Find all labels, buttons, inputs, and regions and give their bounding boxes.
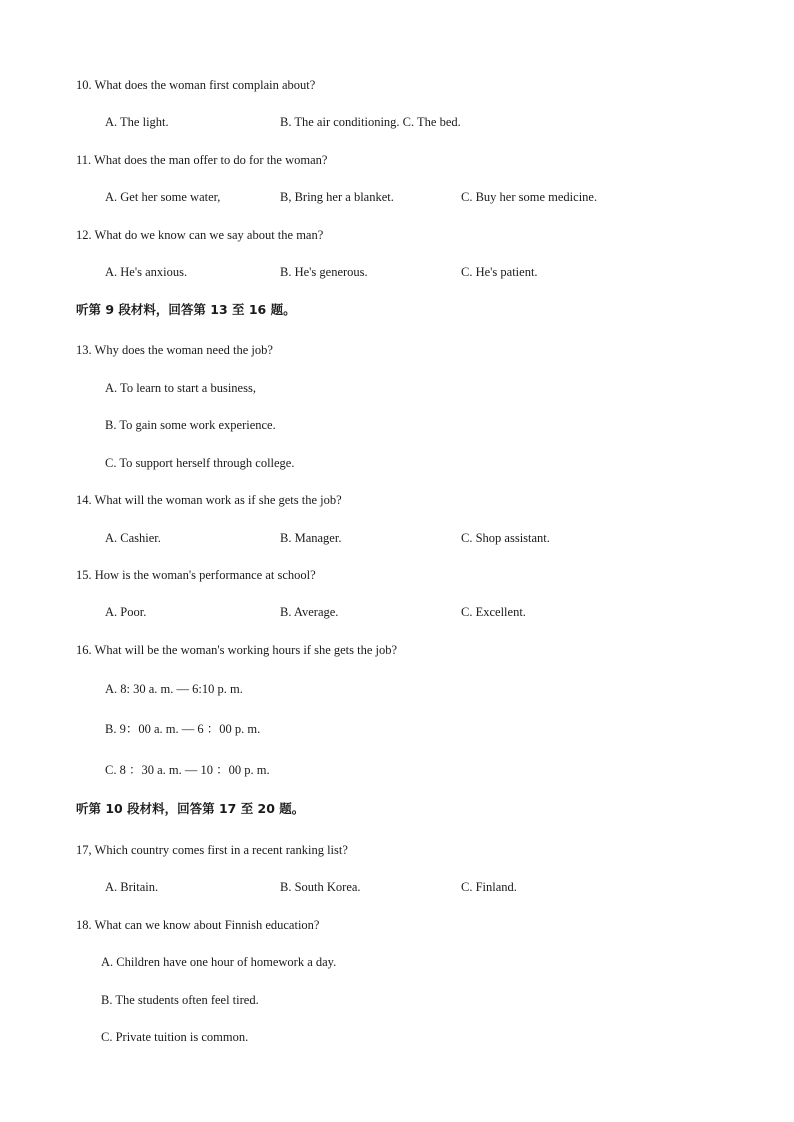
question-16-stem: 16. What will be the woman's working hours if she gets the job? [76, 643, 398, 657]
question-13-option-c: C. To support herself through college. [105, 456, 295, 470]
section-heading-9: 听第 9 段材料，回答第 13 至 16 题。 [76, 302, 296, 317]
question-17-option-a: A. Britain. [105, 880, 159, 894]
question-17-option-c: C. Finland. [461, 880, 517, 894]
section-heading-10: 听第 10 段材料，回答第 17 至 20 题。 [76, 801, 305, 816]
question-12-stem: 12. What do we know can we say about the man? [76, 228, 324, 242]
question-13-option-a: A. To learn to start a business, [105, 381, 256, 395]
question-12-option-b: B. He's generous. [280, 265, 368, 279]
question-14-option-c: C. Shop assistant. [461, 531, 550, 545]
question-10-option-a: A. The light. [105, 115, 169, 129]
question-12-option-c: C. He's patient. [461, 265, 538, 279]
question-14-stem: 14. What will the woman work as if she gets the job? [76, 493, 342, 507]
question-16-option-c: C. 8 ：30 a. m. — 10 ：00 p. m. [105, 763, 270, 777]
question-18-option-c: C. Private tuition is common. [101, 1030, 249, 1044]
question-16-option-a: A. 8: 30 a. m. — 6:10 p. m. [105, 682, 243, 696]
question-14-option-a: A. Cashier. [105, 531, 161, 545]
question-17-option-b: B. South Korea. [280, 880, 361, 894]
question-14-option-b: B. Manager. [280, 531, 342, 545]
question-10-option-bc: B. The air conditioning. C. The bed. [280, 115, 461, 129]
question-10-stem: 10. What does the woman first complain about? [76, 78, 316, 92]
question-13-option-b: B. To gain some work experience. [105, 418, 276, 432]
question-16-option-b: B. 9：00 a. m. — 6 ：00 p. m. [105, 722, 261, 736]
question-15-stem: 15. How is the woman's performance at school? [76, 568, 316, 582]
question-11-stem: 11. What does the man offer to do for the woman? [76, 153, 328, 167]
question-13-stem: 13. Why does the woman need the job? [76, 343, 273, 357]
question-15-option-c: C. Excellent. [461, 605, 526, 619]
question-15-option-b: B. Average. [280, 605, 339, 619]
question-15-option-a: A. Poor. [105, 605, 147, 619]
question-18-option-b: B. The students often feel tired. [101, 993, 259, 1007]
question-11-option-b: B, Bring her a blanket. [280, 190, 394, 204]
question-17-stem: 17, Which country comes first in a recent ranking list? [76, 843, 348, 857]
question-11-option-a: A. Get her some water, [105, 190, 221, 204]
question-18-stem: 18. What can we know about Finnish education? [76, 918, 320, 932]
question-18-option-a: A. Children have one hour of homework a day. [101, 955, 337, 969]
question-12-option-a: A. He's anxious. [105, 265, 188, 279]
question-11-option-c: C. Buy her some medicine. [461, 190, 598, 204]
